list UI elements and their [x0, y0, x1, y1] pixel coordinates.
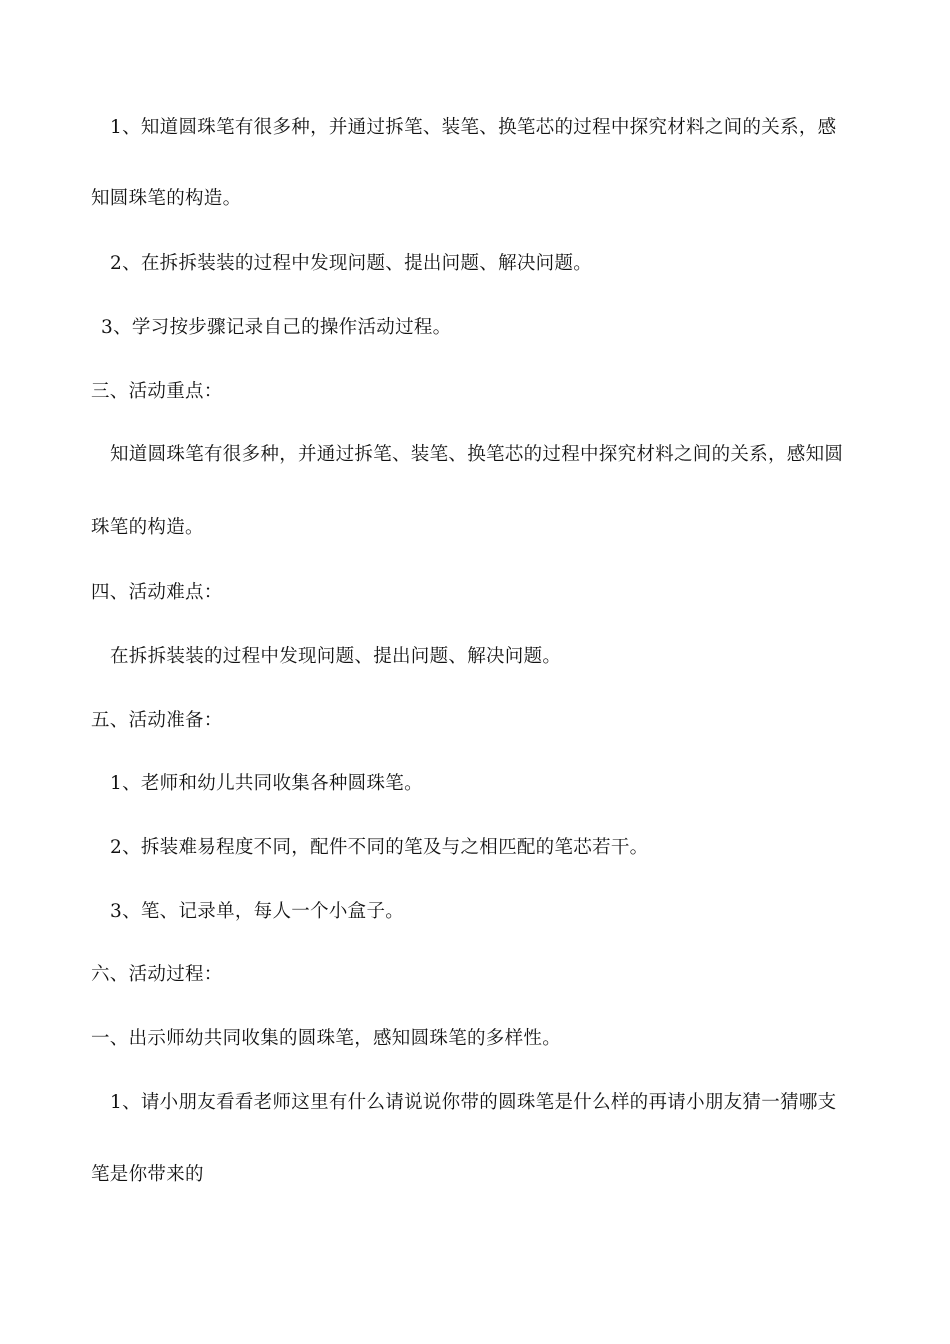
preparation-item-2: 2、拆装难易程度不同，配件不同的笔及与之相匹配的笔芯若干。	[110, 837, 649, 858]
section-heading-process: 六、活动过程：	[91, 964, 223, 985]
goal-3: 3、学习按步骤记录自己的操作活动过程。	[101, 317, 452, 338]
section-heading-key-points: 三、活动重点：	[91, 381, 223, 402]
goal-1-line-2: 知圆珠笔的构造。	[91, 188, 242, 209]
goal-1-line-1: 1、知道圆珠笔有很多种，并通过拆笔、装笔、换笔芯的过程中探究材料之间的关系，感	[110, 117, 837, 138]
section-heading-difficulties: 四、活动难点：	[91, 582, 223, 603]
preparation-item-1: 1、老师和幼儿共同收集各种圆珠笔。	[110, 773, 423, 794]
key-points-line-1: 知道圆珠笔有很多种，并通过拆笔、装笔、换笔芯的过程中探究材料之间的关系，感知圆	[110, 444, 844, 465]
goal-2: 2、在拆拆装装的过程中发现问题、提出问题、解决问题。	[110, 253, 593, 274]
preparation-item-3: 3、笔、记录单，每人一个小盒子。	[110, 901, 405, 922]
process-step-1-heading: 一、出示师幼共同收集的圆珠笔，感知圆珠笔的多样性。	[91, 1028, 562, 1049]
difficulties-text: 在拆拆装装的过程中发现问题、提出问题、解决问题。	[110, 646, 562, 667]
key-points-line-2: 珠笔的构造。	[91, 517, 204, 538]
process-step-1-item-1-line-1: 1、请小朋友看看老师这里有什么请说说你带的圆珠笔是什么样的再请小朋友猜一猜哪支	[110, 1092, 837, 1113]
process-step-1-item-1-line-2: 笔是你带来的	[91, 1164, 204, 1185]
section-heading-preparation: 五、活动准备：	[91, 710, 223, 731]
